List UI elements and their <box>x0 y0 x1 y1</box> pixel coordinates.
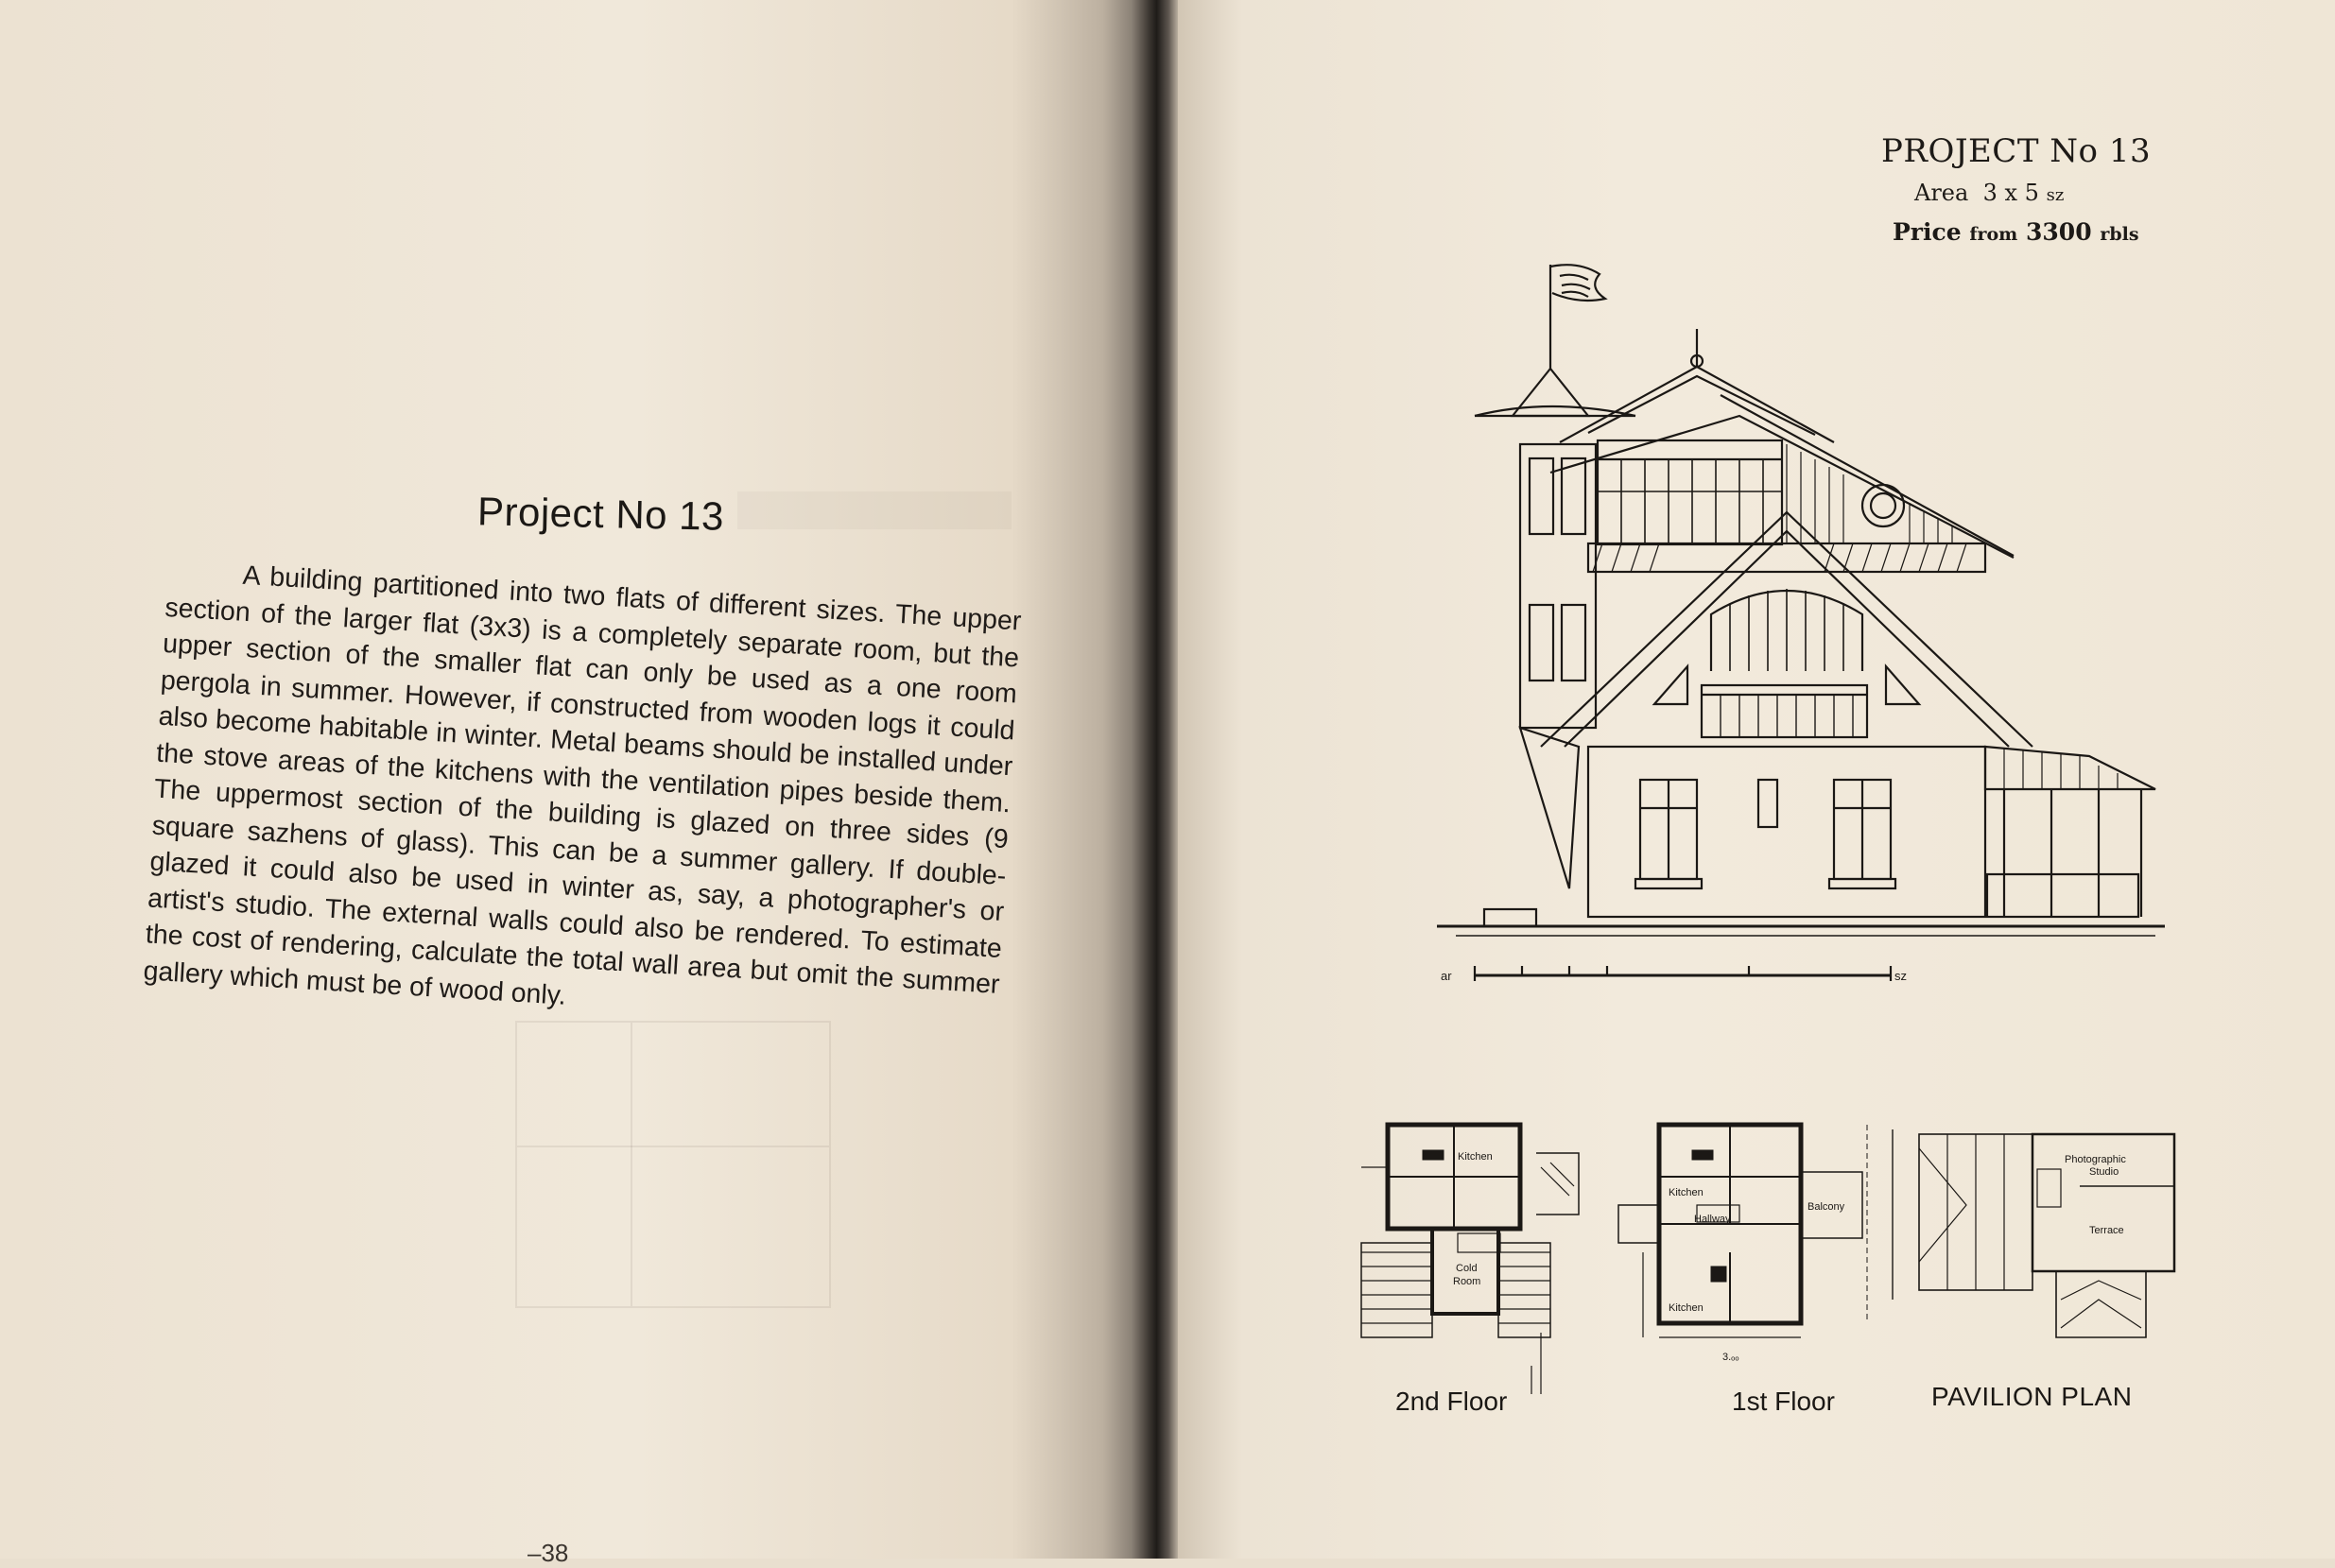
project-price: Price from 3300 rbls <box>1893 218 2139 246</box>
book-gutter <box>1131 0 1178 1559</box>
house-elevation-drawing <box>1437 255 2165 1011</box>
room-label: Kitchen <box>1669 1302 1704 1314</box>
bleed-through-plan <box>515 1021 831 1308</box>
room-label: Kitchen <box>1458 1151 1493 1163</box>
bleed-through-shadow <box>737 491 1012 529</box>
page-title: Project No 13 <box>476 489 725 539</box>
room-label: Kitchen <box>1669 1187 1704 1198</box>
room-label: Studio <box>2089 1166 2119 1178</box>
scale-label-right: sz <box>1894 969 1907 983</box>
scale-label-left: ar <box>1441 969 1452 983</box>
first-floor-plan <box>1618 1125 1867 1337</box>
room-label: Photographic <box>2065 1154 2126 1165</box>
first-floor-caption: 1st Floor <box>1732 1387 1835 1416</box>
page-number: –38 <box>528 1539 569 1567</box>
second-floor-plan <box>1361 1125 1579 1394</box>
pavilion-plan-caption: PAVILION PLAN <box>1931 1382 2133 1411</box>
room-label: Terrace <box>2089 1225 2124 1236</box>
second-floor-caption: 2nd Floor <box>1395 1387 1508 1416</box>
room-label: Hallway <box>1694 1214 1731 1225</box>
project-description: A building partitioned into two flats of different sizes. The upper section of the larger flat (3x3) is a completely separate room, but the upper section of the smaller flat can only be used as a one room pergola in summer. However, if constructed from wooden logs it could also become habitable in winter. Metal beams should be installed under the stove areas of the kitchens with the ventilation pipes beside them. The uppermost section of the building is glazed on three sides (9 square sazhens of glass). This can be a summer gallery. If double-glazed it could also be used in winter as, say, a photographer's or artist's studio. The external walls could also be rendered. To estimate the cost of rendering, calculate the total wall area but omit the summer gallery which must be of wood only. <box>142 560 1023 1011</box>
room-label: Room <box>1453 1276 1481 1287</box>
dimension-label: 3.ₒₒ <box>1722 1352 1739 1363</box>
project-area: Area 3 x 5 sz <box>1914 180 2065 206</box>
room-label: Cold <box>1456 1263 1478 1274</box>
project-title: PROJECT No 13 <box>1881 132 2152 170</box>
room-label: Balcony <box>1807 1201 1845 1213</box>
pavilion-plan <box>1893 1129 2174 1337</box>
